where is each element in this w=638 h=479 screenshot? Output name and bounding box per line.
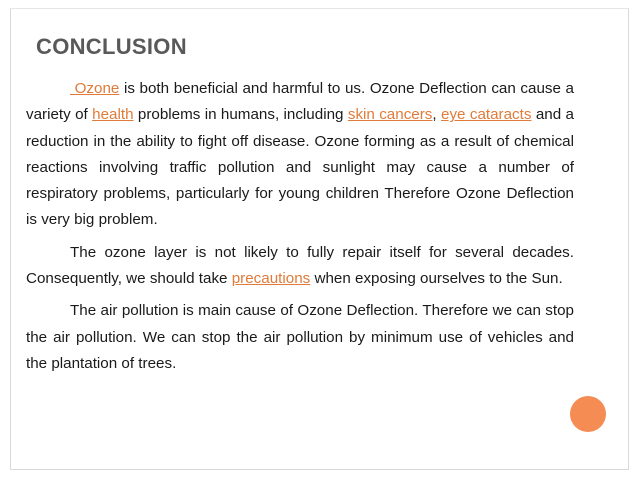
- slide-top-rule: [10, 8, 629, 9]
- paragraph-text: when exposing ourselves to the Sun.: [310, 270, 563, 288]
- paragraph-text: is both beneficial and harmful to us. Ozone Deflection can cause a variety of: [26, 80, 574, 124]
- link-health[interactable]: health: [92, 106, 134, 124]
- paragraph-2: [26, 240, 574, 293]
- link-skin-cancers[interactable]: skin cancers: [347, 106, 433, 124]
- paragraph-text: and a reduction in the ability to fight off disease. Ozone forming as a result of chemical reactions involving traffic pollution and sunlight may cause a number of respiratory problems, particularly for young children Therefore Ozone Deflection is very big problem.: [26, 106, 574, 229]
- paragraph-text: problems in humans, including: [133, 106, 348, 124]
- slide-body: [26, 76, 574, 377]
- paragraph-text: The air pollution is main cause of Ozone Deflection. Therefore we can stop the air pollution. We can stop the air pollution by minimum use of vehicles and the plantation of trees.: [26, 302, 574, 372]
- paragraph-text: ,: [432, 106, 441, 124]
- paragraph-1: [26, 76, 574, 234]
- slide-title: CONCLUSION: [36, 34, 187, 59]
- decorative-circle: [570, 396, 606, 432]
- paragraph-text: The ozone layer is not likely to fully repair itself for several decades. Consequently, we should take: [26, 243, 574, 288]
- link-eye-cataracts[interactable]: eye cataracts: [441, 106, 532, 124]
- link-precautions[interactable]: precautions: [231, 270, 311, 288]
- link-ozone[interactable]: Ozone: [70, 80, 120, 97]
- paragraph-3: [26, 298, 574, 377]
